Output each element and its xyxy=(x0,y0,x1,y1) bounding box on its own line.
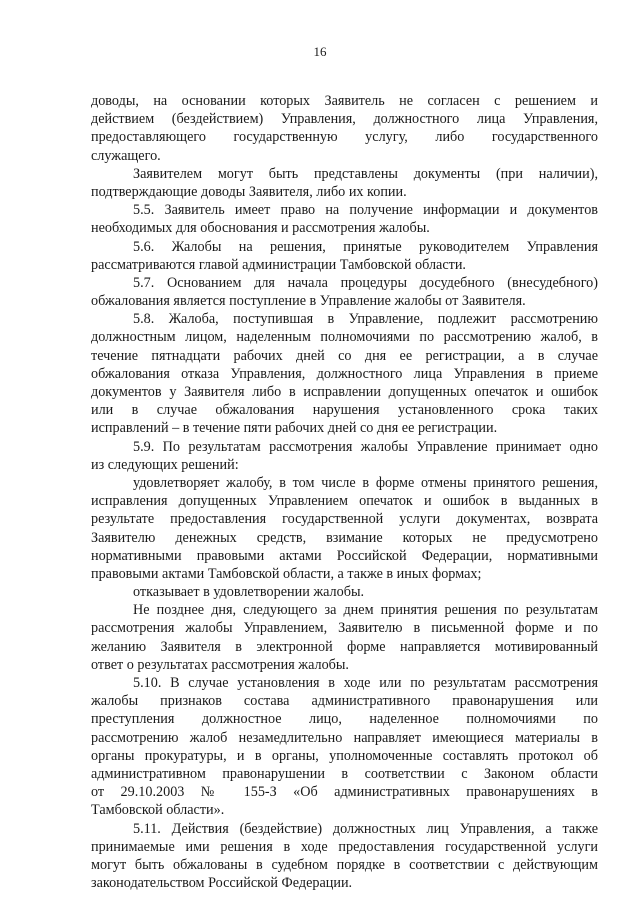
paragraph xyxy=(91,474,598,583)
paragraph xyxy=(91,274,598,310)
text-line: рассмотрению жалоб незамедлительно направляет имеющиеся материалы в xyxy=(91,729,598,746)
text-line: 5.5. Заявитель имеет право на получение информации и документов xyxy=(133,202,598,219)
paragraph xyxy=(91,583,598,601)
text-line: предоставляющего государственную услугу, либо государственного xyxy=(91,129,598,146)
paragraph xyxy=(91,238,598,274)
page-number: 16 xyxy=(313,44,327,59)
paragraph xyxy=(91,601,598,674)
text-line: от 29.10.2003 № 155-З «Об административных правонарушениях в xyxy=(91,784,598,801)
text-line: обжалования является поступление в Управление жалобы от Заявителя. xyxy=(91,293,526,310)
text-line: 5.9. По результатам рассмотрения жалобы Управление принимает одно xyxy=(133,438,598,455)
text-line: должностным лицом, наделенным полномочиями по рассмотрению жалоб, в xyxy=(91,329,598,346)
text-line: желанию Заявителя в электронной форме направляется мотивированный xyxy=(91,638,598,655)
text-line: 5.11. Действия (бездействие) должностных лиц Управления, а также xyxy=(133,820,598,837)
text-line: законодательством Российской Федерации. xyxy=(91,875,353,892)
text-line: 5.7. Основанием для начала процедуры досудебного (внесудебного) xyxy=(133,274,598,291)
text-line: рассматриваются главой администрации Тамбовской области. xyxy=(91,256,466,273)
text-line: исправления допущенных Управлением опечаток и ошибок в выданных в xyxy=(91,493,598,510)
text-line: или в случае обжалования нарушения установленного срока таких xyxy=(91,402,598,419)
paragraph xyxy=(91,92,598,165)
text-line: доводы, на основании которых Заявитель не согласен с решением и xyxy=(91,93,598,109)
text-line: исправлений – в течение пяти рабочих дней со дня ее регистрации. xyxy=(91,420,498,437)
text-line: рассмотрения жалобы Управлением, Заявителю в письменной форме и по xyxy=(91,620,598,637)
paragraph xyxy=(91,674,598,820)
text-line: действием (бездействием) Управления, должностного лица Управления, xyxy=(91,111,598,128)
text-line: необходимых для обоснования и рассмотрения жалобы. xyxy=(91,220,430,237)
text-line: органы прокуратуры, и в органы, уполномоченные составлять протокол об xyxy=(91,747,598,764)
text-line: Не позднее дня, следующего за днем принятия решения по результатам xyxy=(133,602,598,619)
text-line: нормативными правовыми актами Российской Федерации, нормативными xyxy=(91,547,598,564)
text-line: 5.8. Жалоба, поступившая в Управление, подлежит рассмотрению xyxy=(133,311,598,328)
paragraph xyxy=(91,201,598,237)
document-body xyxy=(91,92,598,892)
text-line: жалобы признаков состава административного правонарушения или xyxy=(91,693,598,710)
text-line: преступления должностное лицо, наделенное полномочиями по xyxy=(91,711,598,728)
text-line: подтверждающие доводы Заявителя, либо их копии. xyxy=(91,183,407,200)
paragraph xyxy=(91,165,598,201)
text-line: могут быть обжалованы в судебном порядке в соответствии с действующим xyxy=(91,856,598,873)
text-line: административном правонарушении в соответствии с Законом области xyxy=(91,765,598,782)
paragraph xyxy=(91,310,598,437)
text-line: Тамбовской области». xyxy=(91,802,225,819)
text-line: течение пятнадцати рабочих дней со дня ее регистрации, а в случае xyxy=(91,347,598,364)
text-line: принимаемые ими решения в ходе предоставления государственной услуги xyxy=(91,838,598,855)
text-line: удовлетворяет жалобу, в том числе в форме отмены принятого решения, xyxy=(133,474,598,491)
text-line: обжалования отказа Управления, должностного лица Управления в приеме xyxy=(91,365,598,382)
text-line: правовыми актами Тамбовской области, а также в иных формах; xyxy=(91,565,482,582)
text-line: Заявителю денежных средств, взимание которых не предусмотрено xyxy=(91,529,598,546)
text-line: отказывает в удовлетворении жалобы. xyxy=(133,584,365,601)
text-line: результате предоставления государственной услуги документах, возврата xyxy=(91,511,598,528)
paragraph xyxy=(91,820,598,893)
text-line: 5.10. В случае установления в ходе или по результатам рассмотрения xyxy=(133,675,598,691)
text-line: служащего. xyxy=(91,147,161,164)
text-line: 5.6. Жалобы на решения, принятые руководителем Управления xyxy=(133,238,598,255)
text-line: из следующих решений: xyxy=(91,456,239,473)
text-line: документов у Заявителя либо в исправлении допущенных опечаток и ошибок xyxy=(91,384,598,400)
paragraph xyxy=(91,438,598,474)
text-line: ответ о результатах рассмотрения жалобы. xyxy=(91,656,349,673)
text-line: Заявителем могут быть представлены документы (при наличии), xyxy=(133,165,598,182)
